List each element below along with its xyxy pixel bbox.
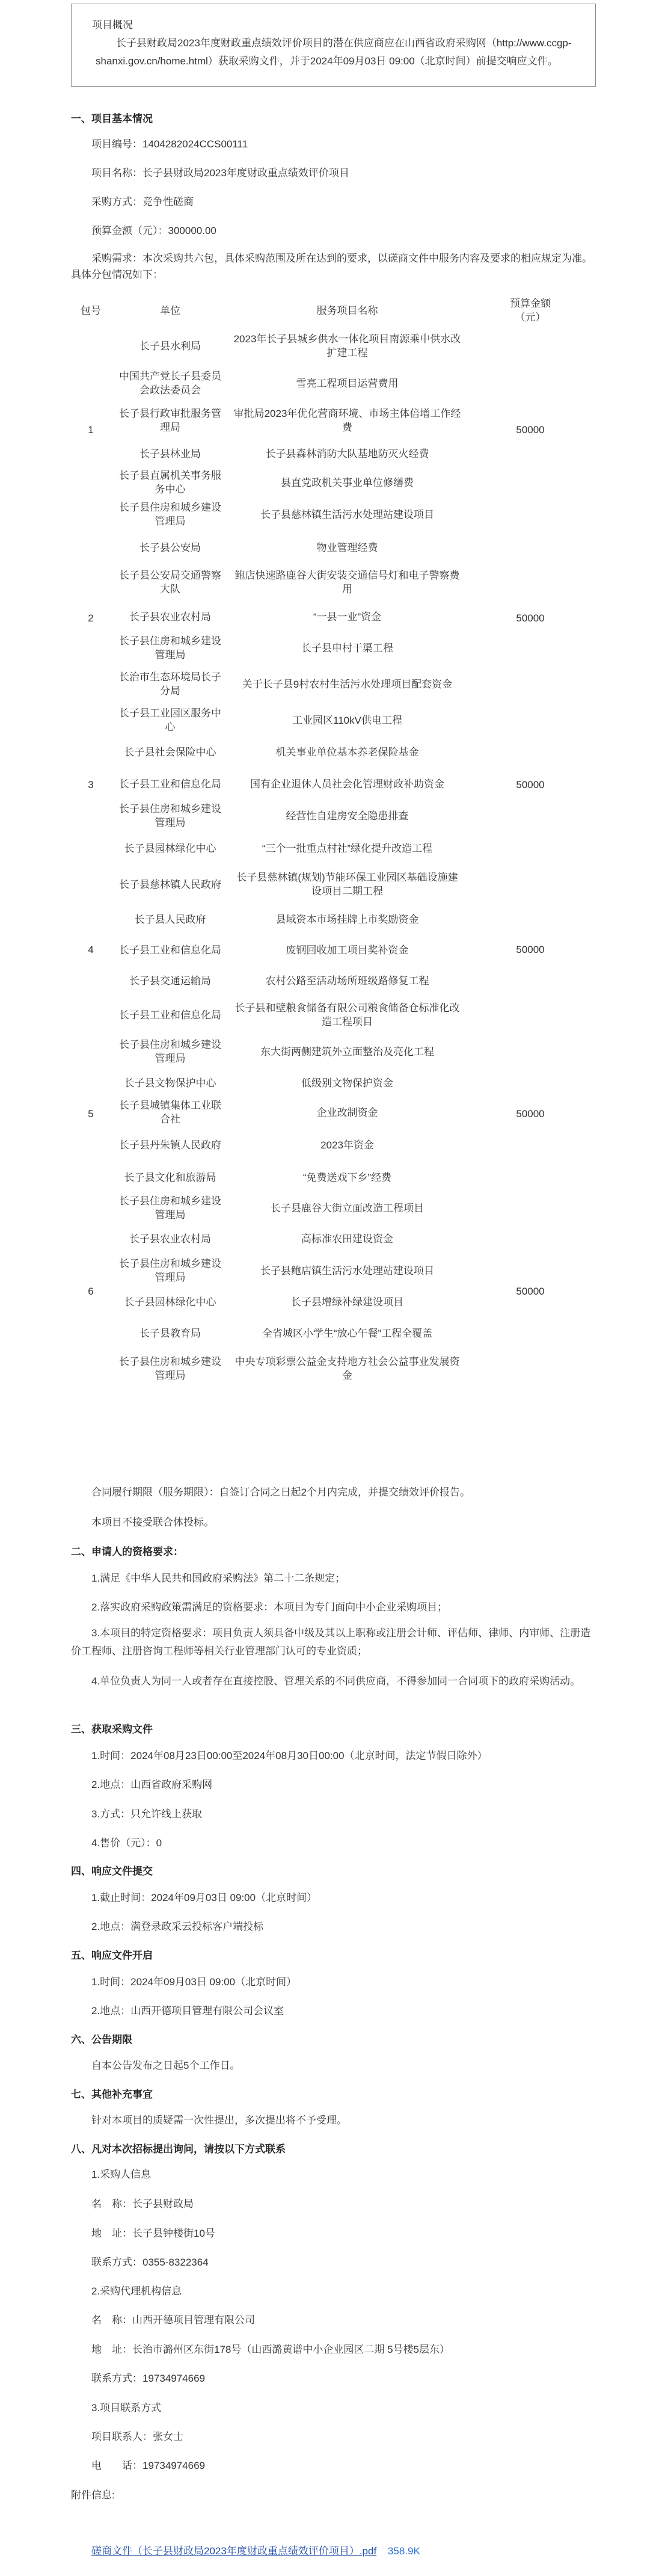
- obtain-time: 1.时间：2024年08月23日00:00至2024年08月30日00:00（北京时间，法定节假日除外）: [91, 1750, 488, 1761]
- row-unit: 长子县工业和信息化局: [119, 778, 221, 790]
- row-service: 县域资本市场挂牌上市奖励资金: [275, 913, 419, 925]
- budget-amount: 预算金额（元）：300000.00: [91, 225, 216, 236]
- package-number: 6: [88, 1285, 94, 1297]
- row-unit: 中国共产党长子县委员会政法委员会: [119, 371, 221, 396]
- project-contact-phone: 电 话：19734974669: [91, 2460, 206, 2471]
- package-amount: 50000: [516, 424, 545, 436]
- opening-place: 2.地点：山西开德项目管理有限公司会议室: [91, 2005, 284, 2017]
- row-unit: 长子县住房和城乡建设管理局: [119, 1039, 221, 1064]
- row-service: 经营性自建房安全隐患排查: [286, 810, 409, 822]
- contract-period: 合同履行期限（服务期限）：自签订合同之日起2个月内完成，并提交绩效评价报告。: [91, 1487, 470, 1498]
- summary-title: 项目概况: [92, 19, 133, 31]
- row-service: 雪亮工程项目运营费用: [296, 377, 399, 389]
- header-package-no: 包号: [81, 304, 101, 316]
- qualification-1: 1.满足《中华人民共和国政府采购法》第二十二条规定；: [91, 1573, 346, 1584]
- table-row: [71, 1194, 596, 1222]
- no-consortium: 本项目不接受联合体投标。: [91, 1517, 214, 1528]
- row-unit: 长治市生态环境局长子分局: [119, 671, 221, 697]
- row-unit: 长子县教育局: [139, 1327, 201, 1339]
- submission-place: 2.地点：满登录政采云投标客户端投标: [91, 1921, 264, 1932]
- row-unit: 长子县农业农村局: [129, 1233, 211, 1245]
- project-contact-person: 项目联系人：张女士: [91, 2431, 183, 2442]
- package-table: [71, 294, 596, 1388]
- row-service: 东大街两侧建筑外立面整治及亮化工程: [260, 1046, 434, 1058]
- row-service: 长子县森林消防大队基地防灭火经费: [265, 448, 429, 460]
- row-unit: 长子县住房和城乡建设管理局: [119, 502, 221, 527]
- agency-info-title: 2.采购代理机构信息: [91, 2285, 182, 2297]
- buyer-contact: 联系方式：0355-8322364: [91, 2257, 209, 2268]
- other-matters: 针对本项目的质疑需一次性提出，多次提出将不予受理。: [91, 2115, 347, 2126]
- row-unit: 长子县交通运输局: [129, 975, 211, 987]
- row-service: 长子县鹿谷大街立面改造工程项目: [271, 1202, 424, 1214]
- row-unit: 长子县农业农村局: [129, 611, 211, 623]
- table-row: [71, 865, 596, 904]
- attachment-size: 358.9K: [387, 2545, 420, 2557]
- row-unit: 长子县慈林镇人民政府: [119, 878, 221, 890]
- row-unit: 长子县社会保险中心: [124, 746, 216, 758]
- row-service: 2023年长子县城乡供水一体化项目南源乘中供水改扩建工程: [233, 333, 461, 359]
- row-unit: 长子县工业和信息化局: [119, 944, 221, 956]
- obtain-price: 4.售价（元）：0: [91, 1837, 162, 1849]
- section-8-heading: 八、凡对本次招标提出询问，请按以下方式联系: [71, 2143, 286, 2155]
- project-name: 项目名称：长子县财政局2023年度财政重点绩效评价项目: [91, 167, 349, 179]
- section-1-heading: 一、项目基本情况: [71, 113, 153, 125]
- row-unit: 长子县行政审批服务管理局: [119, 408, 221, 433]
- buyer-name: 名 称：长子县财政局: [91, 2198, 194, 2210]
- agency-contact: 联系方式：19734974669: [91, 2373, 206, 2384]
- package-number: 4: [88, 943, 94, 955]
- row-service: 县直党政机关事业单位修缮费: [281, 476, 414, 488]
- package-amount: 50000: [516, 1285, 545, 1297]
- table-row: [71, 327, 596, 365]
- row-service: 国有企业退休人员社会化管理财政补助资金: [250, 778, 444, 790]
- qualification-3: 3.本项目的特定资格要求：项目负责人须具备中级及其以上职称或注册会计师、评估师、律师、内审师、注册造价工程师、注册咨询工程师等相关行业管理部门认可的专业资质；: [71, 1627, 591, 1657]
- notice-period: 自本公告发布之日起5个工作日。: [91, 2060, 241, 2071]
- attachments-label: 附件信息:: [71, 2489, 115, 2501]
- table-row: [71, 1034, 596, 1070]
- section-5-heading: 五、响应文件开启: [71, 1950, 153, 1961]
- row-service: 长子县慈林镇生活污水处理站建设项目: [260, 508, 434, 520]
- row-unit: 长子县住房和城乡建设管理局: [119, 1258, 221, 1283]
- row-service: “三个一批重点村社”绿化提升改造工程: [262, 842, 433, 854]
- section-3-heading: 三、获取采购文件: [71, 1724, 153, 1735]
- row-service: 物业管理经费: [316, 541, 378, 553]
- project-summary-box: [71, 4, 596, 87]
- row-service: 2023年资金: [320, 1139, 374, 1151]
- row-service: 中央专项彩票公益金支持地方社会公益事业发展资金: [234, 1356, 460, 1381]
- row-unit: 长子县水利局: [139, 340, 201, 352]
- obtain-place: 2.地点：山西省政府采购网: [91, 1779, 213, 1790]
- row-service: 长子县增绿补绿建设项目: [291, 1296, 403, 1308]
- summary-text: [96, 34, 577, 70]
- row-unit: 长子县工业园区服务中心: [119, 707, 221, 733]
- table-header-row: [71, 294, 596, 327]
- section-7-heading: 七、其他补充事宜: [71, 2089, 153, 2100]
- header-budget: 预算金额（元）: [510, 298, 551, 323]
- row-unit: 长子县住房和城乡建设管理局: [119, 1195, 221, 1221]
- package-number: 3: [88, 778, 94, 790]
- row-unit: 长子县文化和旅游局: [124, 1171, 216, 1183]
- row-service: 农村公路至活动场所班级路修复工程: [265, 975, 429, 987]
- table-row: [71, 532, 596, 563]
- buyer-info-title: 1.采购人信息: [91, 2169, 152, 2180]
- row-unit: 长子县住房和城乡建设管理局: [119, 1356, 221, 1381]
- row-service: 全省城区小学生“放心午餐”工程全覆盖: [262, 1327, 433, 1339]
- row-unit: 长子县园林绿化中心: [124, 842, 216, 854]
- qualification-2: 2.落实政府采购政策需满足的资格要求：本项目为专门面向中小企业采购项目；: [91, 1601, 448, 1613]
- row-unit: 长子县工业和信息化局: [119, 1009, 221, 1021]
- section-2-heading: 二、申请人的资格要求：: [71, 1546, 183, 1558]
- row-service: “一县一业”资金: [313, 611, 382, 623]
- row-service: 低级别文物保护资金: [301, 1077, 393, 1089]
- procurement-method: 采购方式：竞争性磋商: [91, 196, 194, 208]
- row-unit: 长子县住房和城乡建设管理局: [119, 803, 221, 828]
- row-service: 长子县和壁粮食储备有限公司粮食储备仓标准化改造工程项目: [234, 1002, 460, 1028]
- package-amount: 50000: [516, 943, 545, 955]
- row-service: 机关事业单位基本养老保险基金: [275, 746, 419, 758]
- header-service: 服务项目名称: [316, 304, 378, 316]
- attachment-link[interactable]: 磋商文件（长子县财政局2023年度财政重点绩效评价项目）.pdf: [91, 2545, 377, 2557]
- row-service: 长子县申村干渠工程: [301, 642, 393, 654]
- row-unit: 长子县人民政府: [134, 913, 206, 925]
- procurement-requirement: 采购需求：本次采购共六包，具体采购范围及所在达到的要求，以磋商文件中服务内容及要求的相应规定为准。具体分包情况如下：: [71, 253, 592, 280]
- row-service: 高标准农田建设资金: [301, 1233, 393, 1245]
- table-row: [71, 704, 596, 736]
- header-unit: 单位: [160, 304, 180, 316]
- package-amount: 50000: [516, 778, 545, 790]
- package-amount: 50000: [516, 1108, 545, 1120]
- obtain-method: 3.方式：只允许线上获取: [91, 1808, 203, 1820]
- row-unit: 长子县丹朱镇人民政府: [119, 1139, 221, 1151]
- row-unit: 长子县公安局交通警察大队: [119, 570, 221, 595]
- package-number: 1: [88, 424, 94, 436]
- row-service: 长子县慈林镇(规划)节能环保工业园区基础设施建设项目二期工程: [236, 872, 458, 897]
- agency-name: 名 称：山西开德项目管理有限公司: [91, 2314, 255, 2326]
- section-4-heading: 四、响应文件提交: [71, 1866, 153, 1877]
- package-number: 2: [88, 612, 94, 624]
- row-unit: 长子县直属机关事务服务中心: [119, 470, 221, 495]
- qualification-4: 4.单位负责人为同一人或者存在直接控股、管理关系的不同供应商，不得参加同一合同项下的政府采购活动。: [91, 1675, 581, 1687]
- row-service: 长子县鲍店镇生活污水处理站建设项目: [260, 1265, 434, 1277]
- row-unit: 长子县园林绿化中心: [124, 1296, 216, 1308]
- row-unit: 长子县住房和城乡建设管理局: [119, 635, 221, 661]
- section-6-heading: 六、公告期限: [71, 2034, 132, 2045]
- project-number: 项目编号：1404282024CCS00111: [91, 138, 248, 150]
- package-amount: 50000: [516, 612, 545, 624]
- row-unit: 长子县林业局: [139, 448, 201, 460]
- row-service: 废钢回收加工项目奖补资金: [286, 944, 409, 956]
- row-unit: 长子县公安局: [139, 541, 201, 553]
- row-service: 工业园区110kV供电工程: [292, 714, 402, 726]
- attachment-item: [91, 2542, 420, 2557]
- row-unit: 长子县文物保护中心: [124, 1077, 216, 1089]
- row-service: “免费送戏下乡”经费: [302, 1171, 392, 1183]
- project-contact-title: 3.项目联系方式: [91, 2402, 162, 2414]
- opening-time: 1.时间：2024年09月03日 09:00（北京时间）: [91, 1976, 297, 1988]
- package-number: 5: [88, 1108, 94, 1120]
- agency-address: 地 址：长治市潞州区东街178号（山西潞黄谱中小企业园区二期 5号楼5层东）: [91, 2344, 450, 2355]
- row-unit: 长子县城镇集体工业联合社: [119, 1100, 221, 1125]
- buyer-address: 地 址：长子县钟楼街10号: [91, 2228, 215, 2239]
- row-service: 关于长子县9村农村生活污水处理项目配套资金: [242, 678, 453, 690]
- row-service: 审批局2023年优化营商环境、市场主体倍增工作经费: [233, 408, 461, 433]
- submission-deadline: 1.截止时间：2024年09月03日 09:00（北京时间）: [91, 1892, 317, 1903]
- row-service: 鲍店快速路鹿谷大街安装交通信号灯和电子警察费用: [234, 570, 460, 595]
- row-service: 企业改制资金: [316, 1106, 378, 1118]
- summary-body: 长子县财政局2023年度财政重点绩效评价项目的潜在供应商应在山西省政府采购网（http://www.ccgp-shanxi.gov.cn/home.html）获取采购文件，并于2024年09月03日 09:00（北京时间）前提交响应文件。: [96, 37, 572, 67]
